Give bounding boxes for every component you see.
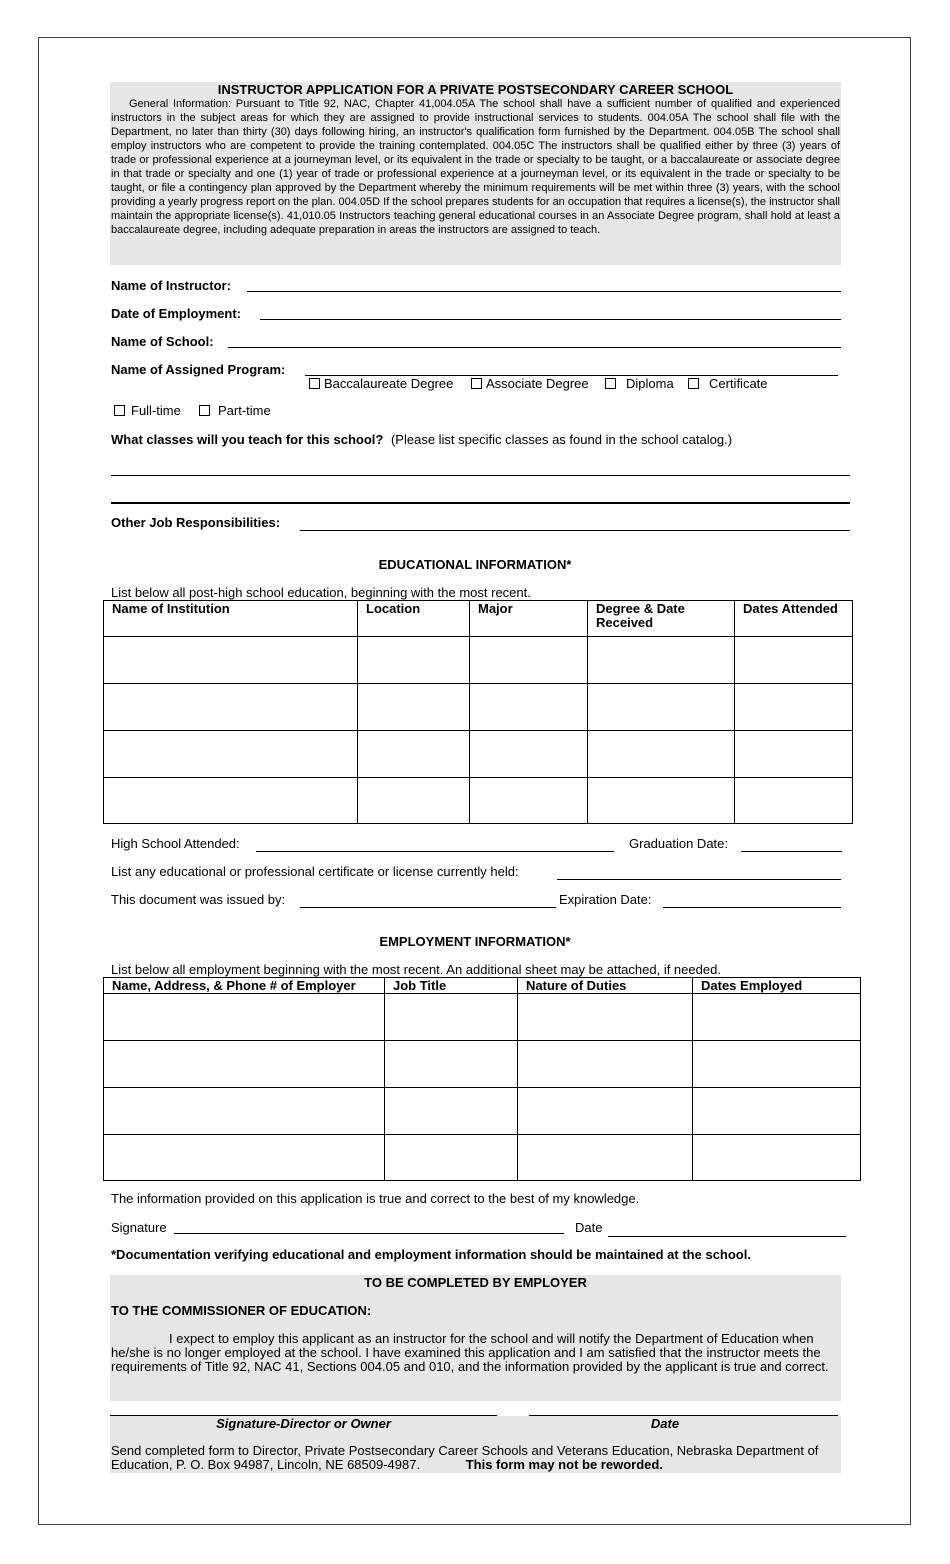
certificate-label: List any educational or professional certificate or license currently held: bbox=[111, 864, 519, 879]
other-job-field[interactable] bbox=[300, 530, 850, 531]
issued-by-field[interactable] bbox=[300, 907, 556, 908]
part-time-label: Part-time bbox=[218, 403, 271, 418]
table-row bbox=[104, 1041, 861, 1088]
table-row bbox=[104, 994, 861, 1041]
education-table bbox=[103, 600, 853, 824]
date-label: Date bbox=[575, 1220, 603, 1235]
employment-heading: EMPLOYMENT INFORMATION* bbox=[379, 934, 571, 949]
full-time-checkbox[interactable] bbox=[114, 405, 125, 416]
full-time-label: Full-time bbox=[131, 403, 181, 418]
program-option-certificate[interactable] bbox=[688, 376, 768, 391]
signature-label: Signature bbox=[111, 1220, 167, 1235]
part-time-option[interactable] bbox=[199, 403, 271, 418]
classes-question-label: What classes will you teach for this school? bbox=[111, 432, 384, 447]
certify-statement: The information provided on this application is true and correct to the best of my knowledge. bbox=[111, 1191, 640, 1206]
name-of-school-field[interactable] bbox=[228, 347, 841, 348]
issued-by-label: This document was issued by: bbox=[111, 892, 286, 907]
certificate-field[interactable] bbox=[557, 879, 841, 880]
name-of-instructor-label: Name of Instructor: bbox=[111, 278, 231, 293]
director-signature-label: Signature-Director or Owner bbox=[216, 1416, 391, 1431]
name-of-assigned-program-label: Name of Assigned Program: bbox=[111, 362, 286, 377]
table-row bbox=[104, 1135, 861, 1181]
column-header: Major bbox=[470, 601, 588, 637]
education-intro: List below all post-high school education, beginning with the most recent. bbox=[111, 585, 531, 600]
employer-heading: TO BE COMPLETED BY EMPLOYER bbox=[364, 1275, 587, 1290]
employer-date-label: Date bbox=[650, 1416, 680, 1431]
certificate-checkbox[interactable] bbox=[688, 378, 699, 389]
part-time-checkbox[interactable] bbox=[199, 405, 210, 416]
other-job-label: Other Job Responsibilities: bbox=[111, 515, 281, 530]
diploma-checkbox[interactable] bbox=[605, 378, 616, 389]
column-header: Dates Attended bbox=[735, 601, 853, 637]
certificate-label: Certificate bbox=[709, 376, 768, 391]
employment-intro: List below all employment beginning with the most recent. An additional sheet may be attached, if needed. bbox=[111, 962, 721, 977]
form-title: INSTRUCTOR APPLICATION FOR A PRIVATE POSTSECONDARY CAREER SCHOOL bbox=[217, 82, 734, 97]
classes-question bbox=[111, 432, 732, 447]
classes-line-2[interactable] bbox=[111, 502, 850, 504]
program-option-baccalaureate[interactable] bbox=[309, 376, 453, 391]
program-option-diploma[interactable] bbox=[605, 376, 674, 391]
educational-heading: EDUCATIONAL INFORMATION* bbox=[378, 557, 572, 572]
column-header: Location bbox=[358, 601, 470, 637]
classes-note: (Please list specific classes as found in the school catalog.) bbox=[390, 432, 733, 447]
employment-table bbox=[103, 977, 861, 1181]
expiration-date-field[interactable] bbox=[663, 907, 841, 908]
high-school-label: High School Attended: bbox=[111, 836, 240, 851]
program-option-associate[interactable] bbox=[471, 376, 589, 391]
name-of-instructor-field[interactable] bbox=[247, 291, 841, 292]
column-header: Job Title bbox=[385, 978, 518, 994]
graduation-date-label: Graduation Date: bbox=[629, 836, 729, 851]
documentation-note: *Documentation verifying educational and employment information should be maintained at the school. bbox=[111, 1247, 751, 1262]
signature-field[interactable] bbox=[174, 1233, 564, 1234]
graduation-date-field[interactable] bbox=[741, 851, 842, 852]
no-reword-note: This form may not be reworded. bbox=[465, 1457, 663, 1472]
send-to-address: Send completed form to Director, Private Postsecondary Career Schools and Veterans Education, Nebraska Department of Education, P. O. Box 94987, Lincoln, NE 68509-4987. bbox=[111, 1443, 819, 1472]
send-to-text bbox=[111, 1444, 841, 1472]
column-header: Dates Employed bbox=[693, 978, 861, 994]
column-header: Nature of Duties bbox=[518, 978, 693, 994]
full-time-option[interactable] bbox=[114, 403, 181, 418]
commissioner-line: TO THE COMMISSIONER OF EDUCATION: bbox=[111, 1303, 372, 1318]
column-header: Name of Institution bbox=[104, 601, 358, 637]
general-information-text: General Information: Pursuant to Title 92, NAC, Chapter 41,004.05A The school shall have a sufficient number of qualified and experienced instructors in the subject areas for which they are assigned to provide instructional services to students. 004.05A The school shall file with the Department, no later than thirty (30) days following hiring, an instructor's qualification form furnished by the Department. 004.05B The school shall employ instructors who are competent to provide the training contemplated. 004.05C The instructors shall be qualified either by three (3) years of trade or professional experience at a journeyman level, or its equivalent in the trade or specialty to be taught, or a baccalaureate or associate degree in that trade or specialty and one (1) year of trade or professional experience at a journeyman level, or its equivalent in the trade or specialty to be taught, or file a contingency plan approved by the Department whereby the minimum requirements will be met within three (3) years, with the school providing a yearly progress report on the plan. 004.05D If the school prepares students for an occupation that requires a license(s), the instructor shall maintain the appropriate license(s). 41,010.05 Instructors teaching general educational courses in an Associate Degree program, shall hold at least a baccalaureate degree, including adequate preparation in areas the instructors are assigned to teach. bbox=[111, 98, 840, 236]
high-school-field[interactable] bbox=[256, 851, 614, 852]
date-of-employment-field[interactable] bbox=[260, 319, 841, 320]
baccalaureate-label: Baccalaureate Degree bbox=[324, 376, 454, 391]
baccalaureate-checkbox[interactable] bbox=[309, 378, 320, 389]
associate-checkbox[interactable] bbox=[471, 378, 482, 389]
table-row bbox=[104, 684, 853, 731]
table-row bbox=[104, 1088, 861, 1135]
column-header: Degree & Date Received bbox=[588, 601, 735, 637]
table-row bbox=[104, 778, 853, 824]
table-row bbox=[104, 637, 853, 684]
table-row bbox=[104, 731, 853, 778]
classes-line-1[interactable] bbox=[111, 475, 850, 476]
column-header: Name, Address, & Phone # of Employer bbox=[104, 978, 385, 994]
employer-statement: I expect to employ this applicant as an instructor for the school and will notify the Department of Education when he/she is no longer employed at the school. I have examined this application and I am satisfied that the instructor meets the requirements of Title 92, NAC 41, Sections 004.05 and 010, and the information provided by the applicant is true and correct. bbox=[111, 1331, 829, 1374]
expiration-date-label: Expiration Date: bbox=[559, 892, 652, 907]
diploma-label: Diploma bbox=[626, 376, 674, 391]
name-of-school-label: Name of School: bbox=[111, 334, 214, 349]
date-field[interactable] bbox=[608, 1236, 846, 1237]
date-of-employment-label: Date of Employment: bbox=[111, 306, 242, 321]
associate-label: Associate Degree bbox=[486, 376, 589, 391]
